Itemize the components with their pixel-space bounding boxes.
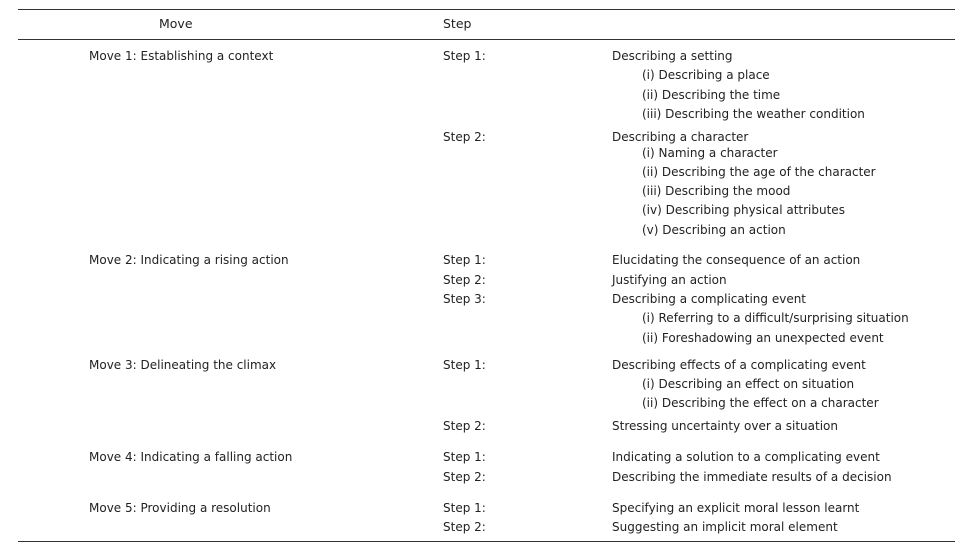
move-column-header: Move bbox=[159, 16, 193, 31]
step-label: Step 2: bbox=[443, 419, 486, 433]
step-description: Suggesting an implicit moral element bbox=[612, 520, 838, 534]
step-label: Step 2: bbox=[443, 470, 486, 484]
step-description: Indicating a solution to a complicating event bbox=[612, 450, 880, 464]
step-label: Step 1: bbox=[443, 501, 486, 515]
sub-item: (i) Describing an effect on situation bbox=[642, 377, 855, 391]
sub-item: (i) Describing a place bbox=[642, 68, 770, 82]
step-label: Step 1: bbox=[443, 49, 486, 63]
sub-item: (iii) Describing the weather condition bbox=[642, 107, 865, 121]
step-description: Describing a complicating event bbox=[612, 292, 807, 306]
step-description: Describing a setting bbox=[612, 49, 733, 63]
step-label: Step 1: bbox=[443, 358, 486, 372]
header-rule bbox=[18, 39, 955, 40]
move-label: Move 3: Delineating the climax bbox=[89, 358, 277, 372]
bottom-rule bbox=[18, 541, 955, 542]
move-label: Move 5: Providing a resolution bbox=[89, 501, 271, 515]
step-description: Stressing uncertainty over a situation bbox=[612, 419, 838, 433]
step-label: Step 3: bbox=[443, 292, 486, 306]
sub-item: (v) Describing an action bbox=[642, 223, 786, 237]
sub-item: (i) Naming a character bbox=[642, 146, 778, 160]
step-label: Step 2: bbox=[443, 130, 486, 144]
step-description: Describing the immediate results of a decision bbox=[612, 470, 892, 484]
top-rule bbox=[18, 9, 955, 10]
sub-item: (ii) Describing the time bbox=[642, 88, 781, 102]
step-description: Specifying an explicit moral lesson learnt bbox=[612, 501, 860, 515]
step-description: Describing a character bbox=[612, 130, 749, 144]
step-column-header: Step bbox=[443, 16, 472, 31]
step-label: Step 1: bbox=[443, 253, 486, 267]
sub-item: (ii) Foreshadowing an unexpected event bbox=[642, 331, 884, 345]
step-label: Step 2: bbox=[443, 520, 486, 534]
sub-item: (ii) Describing the effect on a character bbox=[642, 396, 879, 410]
move-label: Move 4: Indicating a falling action bbox=[89, 450, 293, 464]
step-label: Step 2: bbox=[443, 273, 486, 287]
move-label: Move 1: Establishing a context bbox=[89, 49, 274, 63]
sub-item: (iv) Describing physical attributes bbox=[642, 203, 845, 217]
step-description: Elucidating the consequence of an action bbox=[612, 253, 861, 267]
move-label: Move 2: Indicating a rising action bbox=[89, 253, 289, 267]
step-description: Describing effects of a complicating event bbox=[612, 358, 866, 372]
sub-item: (iii) Describing the mood bbox=[642, 184, 791, 198]
step-label: Step 1: bbox=[443, 450, 486, 464]
sub-item: (ii) Describing the age of the character bbox=[642, 165, 876, 179]
step-description: Justifying an action bbox=[612, 273, 727, 287]
sub-item: (i) Referring to a difficult/surprising situation bbox=[642, 311, 909, 325]
